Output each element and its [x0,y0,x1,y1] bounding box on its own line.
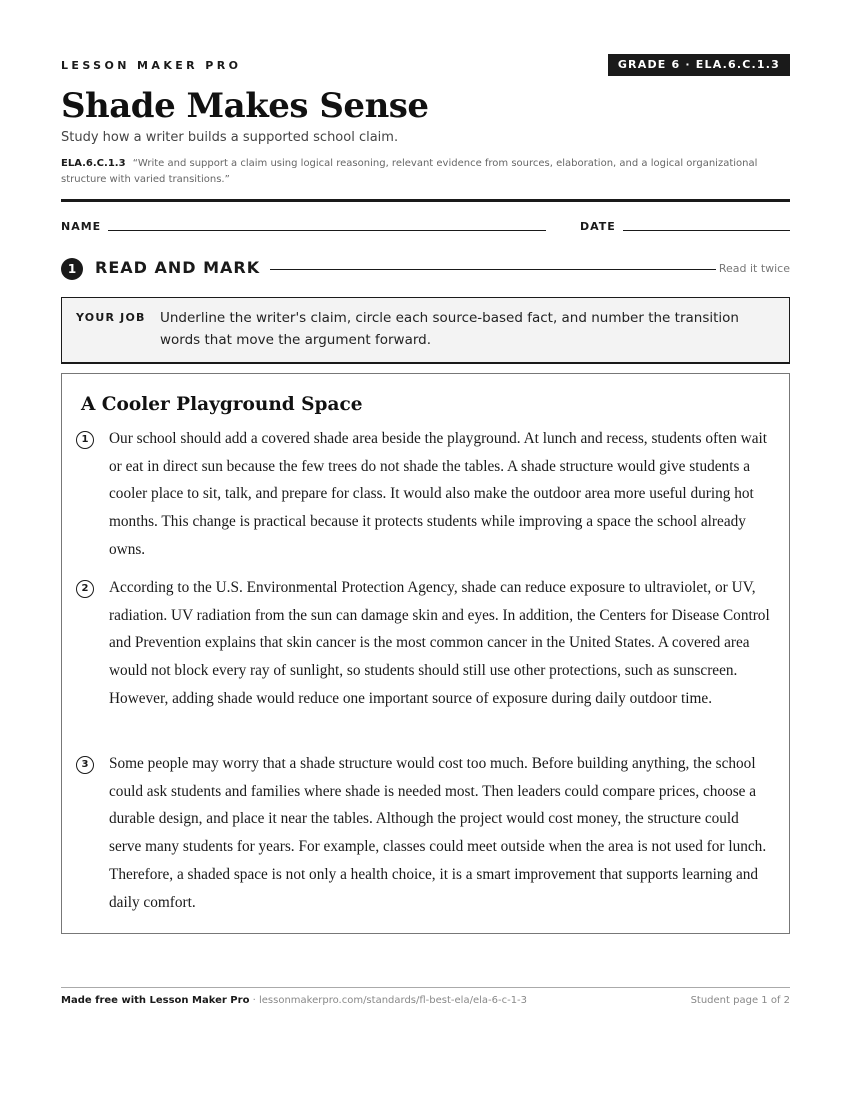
paragraph-number-badge: 1 [76,431,94,449]
paragraph-number-badge: 3 [76,756,94,774]
standard-code: ELA.6.C.1.3 [61,158,126,169]
page-number: Student page 1 of 2 [690,995,790,1006]
footer-brand: Made free with Lesson Maker Pro [61,995,250,1006]
footer-credit [61,995,527,1006]
paragraph-text: Some people may worry that a shade structure would cost too much. Before building anything, the school could ask students and families where shade is needed most. Then leaders could compare prices, choose a durable design, and place it near the tables. Although the project would cost money, the structure could serve many students for years. For example, classes could meet outside when the area is not used for lunch. Therefore, a shaded space is not only a health choice, it is a smart improvement that supports learning and daily comfort. [109,755,767,911]
date-label: DATE [580,220,616,233]
section-divider [270,269,716,270]
paragraph-number-badge: 2 [76,580,94,598]
passage-title: A Cooler Playground Space [81,394,363,415]
reading-passage [61,373,790,934]
instructions-text: Underline the writer's claim, circle each source-based fact, and number the transition words that move the argument forward. [160,310,739,348]
instructions-label: YOUR JOB [76,311,146,324]
brand-name: LESSON MAKER PRO [61,59,242,72]
header-divider [61,199,790,202]
paragraph-text: According to the U.S. Environmental Protection Agency, shade can reduce exposure to ultraviolet, or UV, radiation. UV radiation from the sun can damage skin and eyes. In addition, the Centers for Disease Control and Prevention explains that skin cancer is the most common cancer in the United States. A covered area would not block every ray of sunlight, so students should still use other protections, such as sunscreen. However, adding shade would reduce one important source of exposure during daily outdoor time. [109,579,770,707]
footer-divider [61,987,790,988]
name-field[interactable] [108,230,546,231]
date-field[interactable] [623,230,790,231]
section-note: Read it twice [718,262,790,275]
standard-text: “Write and support a claim using logical reasoning, relevant evidence from sources, elaboration, and a logical organizational structure with varied transitions.” [61,158,758,185]
section-number-badge: 1 [61,258,83,280]
instructions-box [61,297,790,364]
section-title: READ AND MARK [95,258,261,277]
page-subtitle: Study how a writer builds a supported school claim. [61,130,399,145]
name-label: NAME [61,220,102,233]
standard-description [61,156,790,188]
grade-badge: GRADE 6 · ELA.6.C.1.3 [608,54,790,76]
paragraph-text: Our school should add a covered shade area beside the playground. At lunch and recess, students often wait or eat in direct sun because the few trees do not shade the tables. A shade structure would give students a cooler place to sit, talk, and prepare for class. It would also make the outdoor area more useful during hot months. This change is practical because it protects students while improving a space the school already owns. [109,430,767,558]
page-title: Shade Makes Sense [61,86,429,126]
footer-url[interactable]: · lessonmakerpro.com/standards/fl-best-ela/ela-6-c-1-3 [249,995,528,1006]
